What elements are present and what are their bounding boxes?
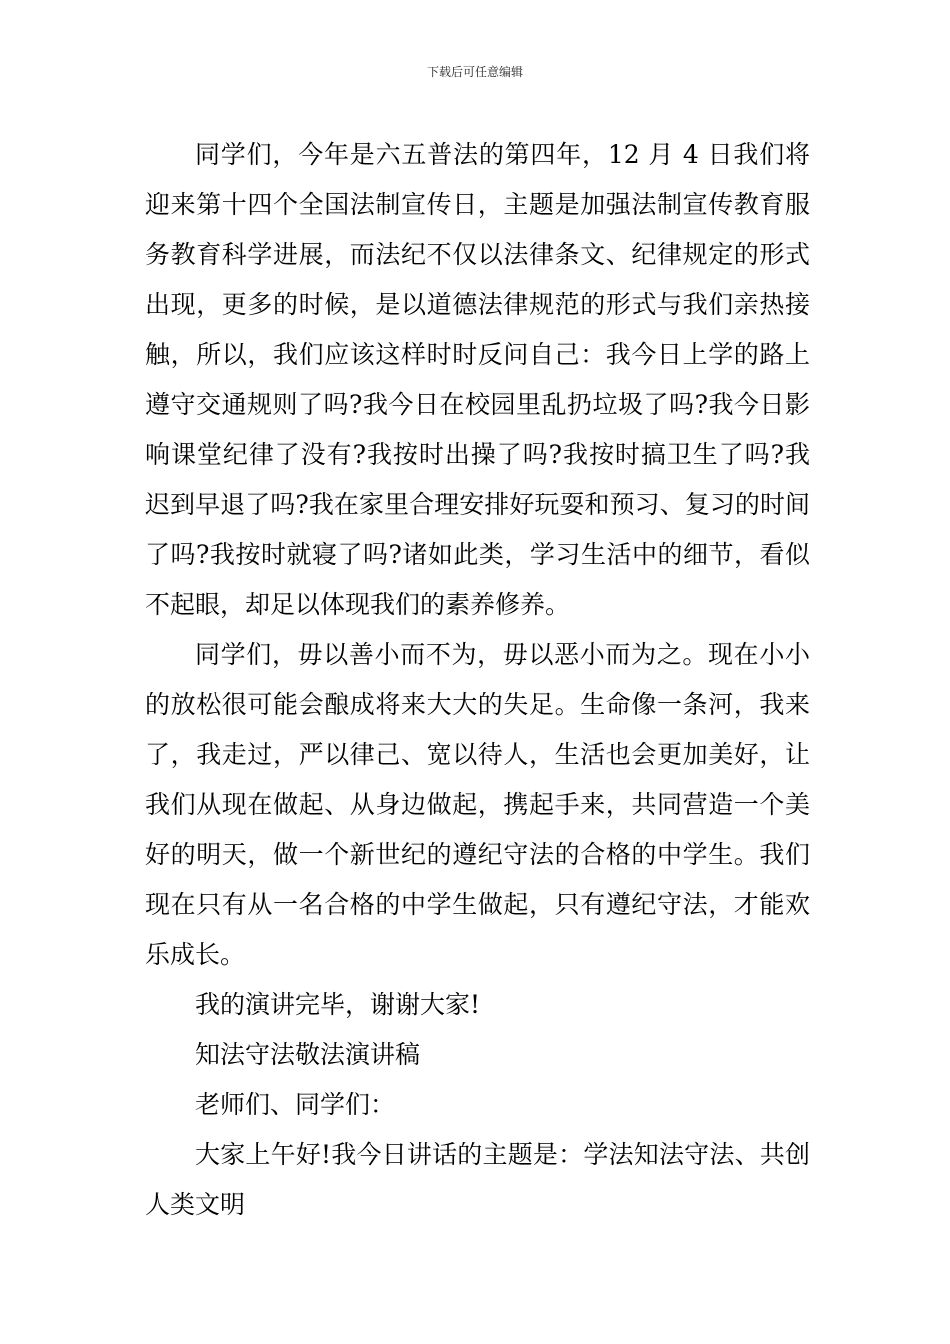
paragraph-law-awareness: 同学们，今年是六五普法的第四年，12 月 4 日我们将迎来第十四个全国法制宣传日，主题是加强法制宣传教育服务教育科学进展，而法纪不仅以法律条文、纪律规定的形式出现，更多的时候，是以道德法律规范的形式与我们亲热接触，所以，我们应该这样时时反问自己：我今日上学的路上遵守交通规则了吗?我今日在校园里乱扔垃圾了吗?我今日影响课堂纪律了没有?我按时出操了吗?我按时搞卫生了吗?我迟到早退了吗?我在家里合理安排好玩耍和预习、复习的时间了吗?我按时就寝了吗?诸如此类，学习生活中的细节，看似不起眼，却足以体现我们的素养修养。 bbox=[145, 140, 810, 619]
document-body bbox=[145, 130, 810, 1230]
page-header: 下载后可任意编辑 bbox=[426, 65, 523, 79]
paragraph-closing-thanks: 我的演讲完毕，谢谢大家! bbox=[195, 990, 481, 1019]
salutation: 老师们、同学们： bbox=[195, 1090, 396, 1119]
paragraph-opening: 大家上午好!我今日讲话的主题是：学法知法守法、共创人类文明 bbox=[145, 1140, 810, 1219]
speech-title: 知法守法敬法演讲稿 bbox=[195, 1040, 421, 1069]
paragraph-small-deeds: 同学们，毋以善小而不为，毋以恶小而为之。现在小小的放松很可能会酿成将来大大的失足。生命像一条河，我来了，我走过，严以律己、宽以待人，生活也会更加美好，让我们从现在做起、从身边做起，携起手来，共同营造一个美好的明天，做一个新世纪的遵纪守法的合格的中学生。我们现在只有从一名合格的中学生做起，只有遵纪守法，才能欢乐成长。 bbox=[145, 640, 810, 969]
